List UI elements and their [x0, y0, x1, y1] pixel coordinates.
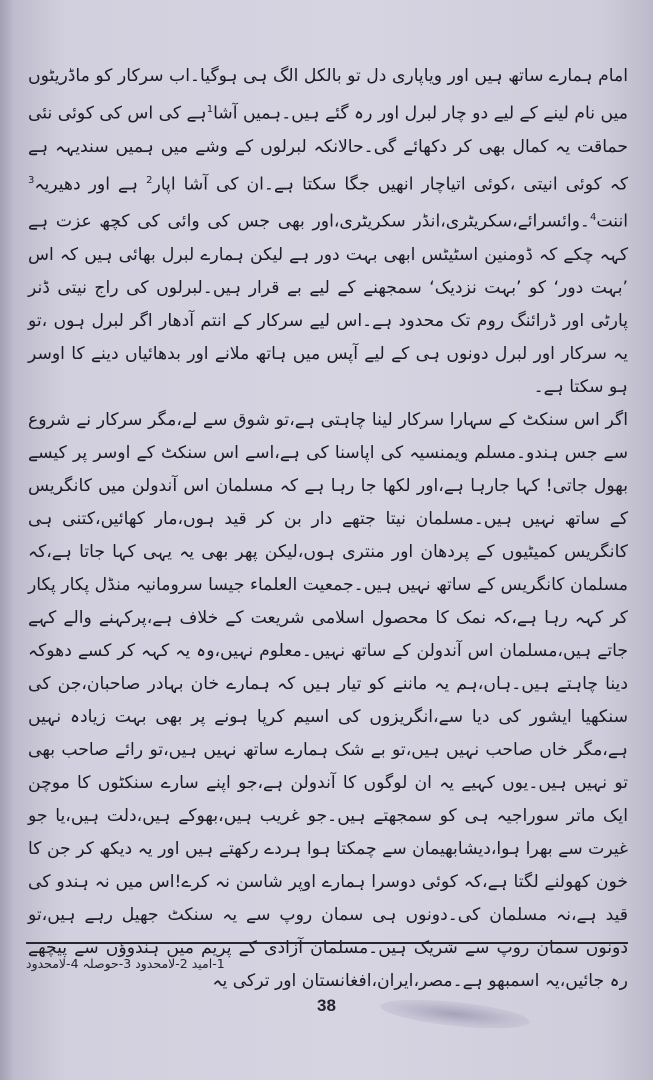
paragraph-1-part-b: ہے کی اس کی کوئی نئی حماقت یہ کمال بھی کر دکھائے گی۔حالانکہ لبرلوں کے وشے میں ہمیں سندیہہ ہے کہ کوئی انیتی ،کوئی اتیاچار انھیں جگا سکتا ہے۔ان کی آشا اپار	[27, 103, 628, 195]
paragraph-1-part-a: امام ہمارے ساتھ ہیں اور ویاپاری دل تو بالکل الگ ہی ہوگیا۔اب سرکار کو ماڈریٹوں میں نام لینے کے لیے دو چار لبرل اور رہ گئے ہیں۔ہمیں آشا	[28, 66, 628, 124]
footnote-marker-4: 4	[590, 212, 597, 224]
paragraph-1-part-c: ہے اور دھیریہ	[34, 174, 139, 195]
paragraph-2: اگر اس سنکٹ کے سہارا سرکار لینا چاہتی ہے،تو شوق سے لے،مگر سرکار نے شروع سے جس ہندو۔مسلم ویمنسیہ کی اپاسنا کی ہے،اسے اس سنکٹ کے اوسر پر کیسے بھول جاتی! کہا جارہا ہے،اور لکھا جا رہا ہے کہ مسلمان اس آندولن میں کانگریس کے ساتھ نہیں ہیں۔مسلمان نیتا جتھے دار بن کر قید ہوں،مار کھائیں،کتنی ہی کانگریس کمیٹیوں کے پردھان اور منتری ہوں،لیکن پھر بھی یہ یہی کہا جاتا ہے،کہ مسلمان کانگریس کے ساتھ نہیں ہیں۔جمعیت العلماء جیسا سرومانیہ منڈل پکار پکار کر کہہ رہا ہے،کہ نمک کا محصول اسلامی شریعت کے خلاف ہے،پرکہنے والے کہے جاتے ہیں،مسلمان اس آندولن کے ساتھ نہیں۔معلوم نہیں،وہ یہ کہہ کر کسے دھوکہ دینا چاہتے ہیں۔ہاں،ہم یہ ماننے کو تیار ہیں کہ ہمارے خان بہادر صاحبان،جن کی سنکھیا ایشور کی دیا سے،انگریزوں کی اسیم کرپا ہونے پر بھی بہت زیادہ نہیں ہے،مگر خاں صاحب نہیں ہیں،تو بے شک ہمارے ساتھ نہیں ہیں،تو رائے صاحب بھی تو نہیں ہیں۔یوں کہیے یہ ان لوگوں کا آندولن ہے،جو اپنے سارے سنکٹوں کا موچن ایک ماتر سوراجیہ ہی کو سمجھتے ہیں۔جو غریب ہیں،بھوکے ہیں،دلت ہیں،یا جو غیرت سے بھرا ہوا،دیشابھیمان سے چمکتا ہوا ہردے رکھتے ہیں اور یہ دیکھ کر جن کا خون کھولنے لگتا ہے،کہ کوئی دوسرا ہمارے اوپر شاسن نہ کرے!اس میں نہ ہندو کی قید ہے،نہ مسلمان کی۔دونوں ہی سمان روپ سے یہ سنکٹ جھیل رہے ہیں،تو دونوں سمان روپ سے شریک ہیں۔مسلمان آزادی کے پریم میں ہندوؤں سے پیچھے رہ جائیں،یہ اسمبھو ہے۔مصر،ایران،افغانستان اور ترکی یہ	[28, 410, 628, 992]
footnote-divider	[26, 942, 628, 944]
page-number: 38	[317, 996, 336, 1015]
footnote: 1-امید 2-لامحدود 3-حوصلہ 4-لامحدود	[26, 956, 225, 971]
footnote-marker-3: 3	[28, 174, 35, 186]
footnote-marker-1: 1	[206, 104, 214, 115]
paragraph-1-part-e: ۔وائسرائے،سکریٹری،انڈر سکریٹری،اور بھی جس کی وائی کی کچھ عزت ہے کہہ چکے کہ ڈومنین اسٹیٹس ابھی بہت دور ہے لیکن ہمارے لبرل بھائی ہیں کہ اس ’بہت دور‘ کو ’بہت نزدیک‘ سمجھنے کے لیے بے قرار ہیں۔لبرلوں کی راج نیتی ڈنر پارٹی اور ڈرائنگ روم تک محدود ہے۔اس لیے سرکار کے انتم آدھار اگر لبرل ہوں ،تو یہ سرکار اور لبرل دونوں ہی کے لیے آپس میں ہاتھ ملانے اور بدھائیاں دینے کا اوسر ہو سکتا ہے۔	[28, 212, 628, 398]
footnote-marker-2: 2	[146, 174, 153, 186]
paragraph-1	[28, 60, 628, 404]
paragraph-1-part-d: اننت	[596, 212, 628, 233]
body-text	[28, 60, 628, 998]
page-edge-shadow	[0, 0, 14, 1080]
